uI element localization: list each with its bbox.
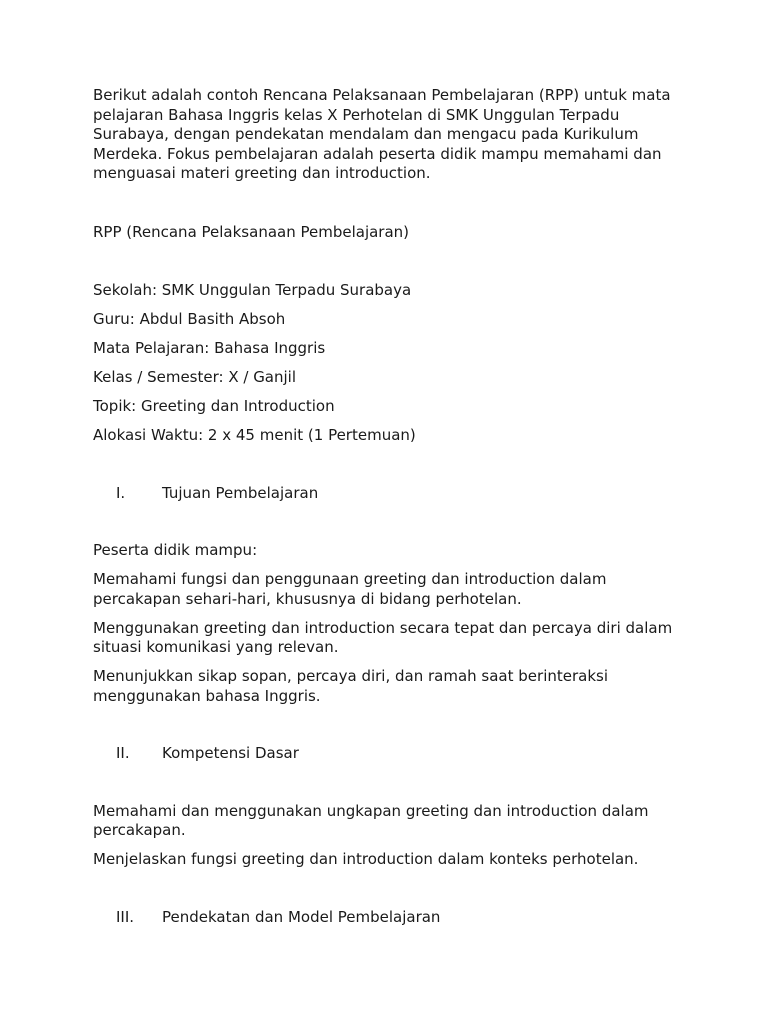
- section-heading-tujuan: [93, 484, 693, 504]
- section-title: Pendekatan dan Model Pembelajaran: [162, 907, 441, 926]
- info-topic: Topik: Greeting dan Introduction: [93, 397, 335, 415]
- info-subject: Mata Pelajaran: Bahasa Inggris: [93, 339, 326, 357]
- objective-item: Memahami fungsi dan penggunaan greeting dan introduction dalam percakapan sehari-hari, khususnya di bidang perhotelan.: [93, 570, 607, 608]
- objective-item: Menggunakan greeting dan introduction secara tepat dan percaya diri dalam situasi komunikasi yang relevan.: [93, 618, 673, 656]
- competency-item: Menjelaskan fungsi greeting dan introduction dalam konteks perhotelan.: [93, 850, 639, 868]
- info-teacher: Guru: Abdul Basith Absoh: [93, 310, 286, 328]
- section-heading-kompetensi: [93, 744, 693, 764]
- info-block: [93, 281, 693, 446]
- section-title: Tujuan Pembelajaran: [162, 483, 319, 502]
- info-class-semester: Kelas / Semester: X / Ganjil: [93, 368, 297, 386]
- section-number: I.: [116, 483, 126, 502]
- info-school: Sekolah: SMK Unggulan Terpadu Surabaya: [93, 281, 412, 299]
- section-heading-pendekatan: [93, 908, 693, 928]
- document-page: [93, 86, 693, 965]
- section-title: Kompetensi Dasar: [162, 744, 299, 762]
- info-time-allocation: Alokasi Waktu: 2 x 45 menit (1 Pertemuan): [93, 426, 416, 444]
- rpp-title: RPP (Rencana Pelaksanaan Pembelajaran): [93, 222, 410, 241]
- section-lead: Peserta didik mampu:: [93, 541, 258, 559]
- competency-item: Memahami dan menggunakan ungkapan greeting dan introduction dalam percakapan.: [93, 801, 649, 839]
- intro-paragraph: Berikut adalah contoh Rencana Pelaksanaan Pembelajaran (RPP) untuk mata pelajaran Bahasa Inggris kelas X Perhotelan di SMK Unggulan Terpadu Surabaya, dengan pendekatan mendalam dan mengacu pada Kurikulum Merdeka. Fokus pembelajaran adalah peserta didik mampu memahami dan menguasai materi greeting dan introduction.: [93, 86, 671, 182]
- objective-item: Menunjukkan sikap sopan, percaya diri, dan ramah saat berinteraksi menggunakan bahasa Inggris.: [93, 667, 609, 705]
- section-number: II.: [116, 744, 130, 762]
- section-number: III.: [116, 907, 135, 926]
